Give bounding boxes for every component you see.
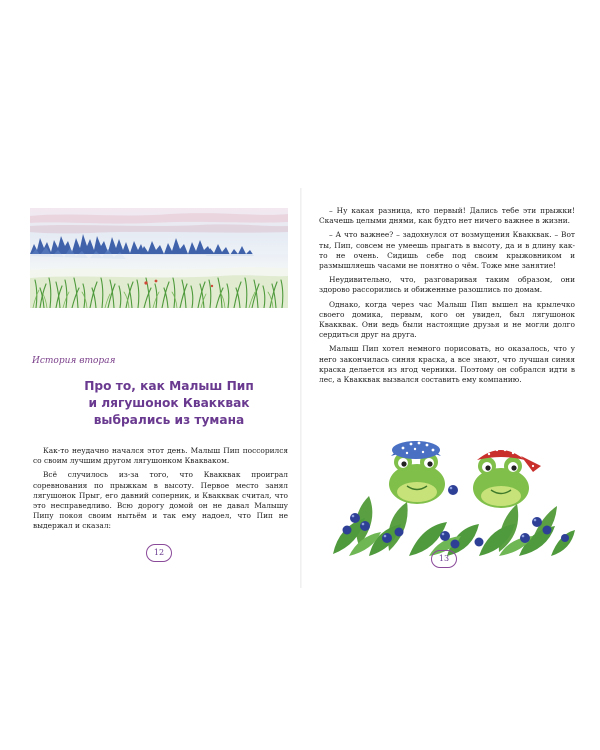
right-page-text bbox=[319, 206, 575, 389]
title-line: и лягушонок Квакквак bbox=[88, 396, 250, 410]
frog-left bbox=[389, 441, 445, 504]
paragraph: – Ну какая разница, кто первый! Дались тебе эти прыжки! Скачешь целыми днями, как будто нет ничего важнее в жизни. bbox=[319, 206, 575, 226]
story-label: История вторая bbox=[32, 356, 116, 366]
paragraph: Однако, когда через час Малыш Пип вышел на крылечко своего домика, первым, кого он увидел, был лягушонок Квакквак. Они ведь были настоящие друзья и не могли долго сердиться друг на друга. bbox=[319, 299, 575, 340]
title-line: Про то, как Малыш Пип bbox=[84, 379, 254, 393]
book-spread bbox=[14, 188, 588, 588]
misty-forest-illustration bbox=[30, 208, 288, 308]
right-page bbox=[301, 188, 588, 588]
frogs-illustration bbox=[329, 426, 577, 556]
left-page-text bbox=[33, 446, 288, 536]
page-number: 13 bbox=[431, 550, 457, 568]
paragraph: – А что важнее? – задохнулся от возмущения Квакквак. – Вот ты, Пип, совсем не умеешь прыгать в высоту, да и в длину как-то не очень. Сидишь себе под своим крыжовником и размышляешь часами не понятно о чём. Тоже мне занятие! bbox=[319, 230, 575, 271]
paragraph: Неудивительно, что, разговаривая таким образом, они здорово рассорились и обиженные разошлись по домам. bbox=[319, 275, 575, 295]
paragraph: Как-то неудачно начался этот день. Малыш Пип поссорился со своим лучшим другом лягушонком Квакваком. bbox=[33, 446, 288, 466]
paragraph: Малыш Пип хотел немного порисовать, но оказалось, что у него закончилась синяя краска, а все знают, что лучшая синяя краска делается из ягод черники. Поэтому он собрался идти в лес, а Квакквак вызвался составить ему компанию. bbox=[319, 344, 575, 385]
left-page bbox=[14, 188, 301, 588]
paragraph: Всё случилось из-за того, что Квакквак проиграл соревнования по прыжкам в высоту. Первое место занял лягушонок Прыг, его давний соперник, и Квакквак считал, что это несправедливо. Всю дорогу домой он не давал Малышу Пипу покоя своим нытьём и так ему надоел, что Пип не выдержал и сказал: bbox=[33, 470, 288, 531]
title-line: выбрались из тумана bbox=[93, 413, 245, 427]
page-number: 12 bbox=[146, 544, 172, 562]
story-title bbox=[84, 378, 254, 429]
